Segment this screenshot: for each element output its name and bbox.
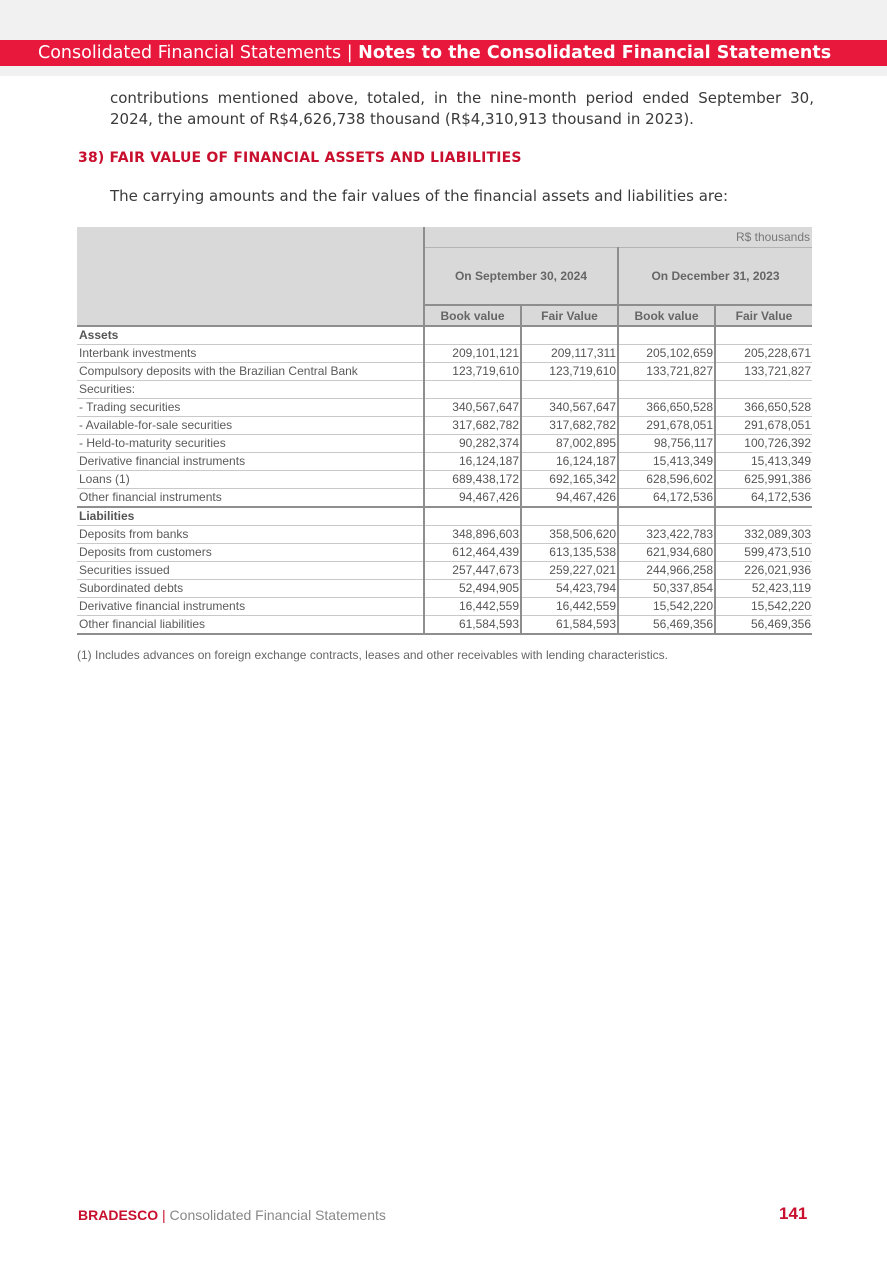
- value-cell: 348,896,603: [424, 526, 521, 544]
- value-cell: 291,678,051: [618, 417, 715, 435]
- row-label: Interbank investments: [77, 345, 424, 363]
- value-cell: 259,227,021: [521, 562, 618, 580]
- value-cell: 64,172,536: [715, 489, 812, 508]
- value-cell: 15,413,349: [715, 453, 812, 471]
- top-margin: [0, 0, 887, 40]
- row-label: Loans (1): [77, 471, 424, 489]
- value-cell: 332,089,303: [715, 526, 812, 544]
- unit-label: R$ thousands: [424, 227, 812, 248]
- value-cell: 94,467,426: [424, 489, 521, 508]
- value-cell: 100,726,392: [715, 435, 812, 453]
- lead-paragraph: The carrying amounts and the fair values of the financial assets and liabilities are:: [110, 187, 729, 205]
- value-cell: 133,721,827: [618, 363, 715, 381]
- table-row: [77, 616, 812, 635]
- row-label: Securities:: [77, 381, 424, 399]
- table-row: [77, 598, 812, 616]
- value-cell: 123,719,610: [521, 363, 618, 381]
- value-cell: 94,467,426: [521, 489, 618, 508]
- row-label: - Held-to-maturity securities: [77, 435, 424, 453]
- footer-title: Consolidated Financial Statements: [169, 1207, 386, 1223]
- table-row: [77, 580, 812, 598]
- row-label: Assets: [77, 326, 424, 345]
- intro-paragraph: contributions mentioned above, totaled, in the nine-month period ended September 30, 2024, the amount of R$4,626,738 thousand (R$4,310,913 thousand in 2023).: [110, 89, 814, 128]
- row-label: Liabilities: [77, 507, 424, 526]
- table-row: [77, 489, 812, 508]
- value-cell: 613,135,538: [521, 544, 618, 562]
- value-cell: 366,650,528: [618, 399, 715, 417]
- value-cell: [618, 326, 715, 345]
- value-cell: 52,423,119: [715, 580, 812, 598]
- value-cell: 15,413,349: [618, 453, 715, 471]
- value-cell: 625,991,386: [715, 471, 812, 489]
- value-cell: [521, 507, 618, 526]
- value-cell: [618, 507, 715, 526]
- period-header: On September 30, 2024: [424, 248, 618, 306]
- table-body: [77, 326, 812, 634]
- section-heading: 38) FAIR VALUE OF FINANCIAL ASSETS AND LIABILITIES: [78, 150, 522, 166]
- value-cell: 621,934,680: [618, 544, 715, 562]
- row-label: Derivative financial instruments: [77, 453, 424, 471]
- value-cell: 209,101,121: [424, 345, 521, 363]
- value-cell: [715, 507, 812, 526]
- value-cell: 123,719,610: [424, 363, 521, 381]
- table-corner: [77, 227, 424, 326]
- header-separator: |: [346, 43, 353, 63]
- value-cell: 358,506,620: [521, 526, 618, 544]
- value-cell: 323,422,783: [618, 526, 715, 544]
- row-label: Deposits from banks: [77, 526, 424, 544]
- column-header: Book value: [424, 305, 521, 326]
- row-label: - Trading securities: [77, 399, 424, 417]
- table-row: [77, 363, 812, 381]
- value-cell: 87,002,895: [521, 435, 618, 453]
- value-cell: 599,473,510: [715, 544, 812, 562]
- value-cell: 98,756,117: [618, 435, 715, 453]
- table-row: [77, 381, 812, 399]
- value-cell: 612,464,439: [424, 544, 521, 562]
- table-row: [77, 435, 812, 453]
- table-row: [77, 453, 812, 471]
- column-header: Fair Value: [521, 305, 618, 326]
- column-header: Fair Value: [715, 305, 812, 326]
- row-label: - Available-for-sale securities: [77, 417, 424, 435]
- value-cell: [521, 326, 618, 345]
- table-row: [77, 345, 812, 363]
- value-cell: 133,721,827: [715, 363, 812, 381]
- table-row: [77, 507, 812, 526]
- value-cell: [521, 381, 618, 399]
- value-cell: 16,124,187: [521, 453, 618, 471]
- value-cell: 15,542,220: [715, 598, 812, 616]
- value-cell: 50,337,854: [618, 580, 715, 598]
- table-row: [77, 562, 812, 580]
- footer-separator: |: [162, 1207, 166, 1223]
- row-label: Derivative financial instruments: [77, 598, 424, 616]
- value-cell: [424, 507, 521, 526]
- table-row: [77, 544, 812, 562]
- row-label: Securities issued: [77, 562, 424, 580]
- fair-value-table: [77, 227, 812, 635]
- value-cell: 54,423,794: [521, 580, 618, 598]
- value-cell: [424, 326, 521, 345]
- value-cell: [715, 326, 812, 345]
- column-header: Book value: [618, 305, 715, 326]
- row-label: Other financial instruments: [77, 489, 424, 508]
- value-cell: 209,117,311: [521, 345, 618, 363]
- footnote: (1) Includes advances on foreign exchange contracts, leases and other receivables with lending characteristics.: [77, 648, 668, 662]
- page-footer: [78, 1207, 386, 1223]
- value-cell: 366,650,528: [715, 399, 812, 417]
- header-section: Consolidated Financial Statements: [38, 43, 342, 63]
- value-cell: 61,584,593: [424, 616, 521, 635]
- value-cell: 317,682,782: [424, 417, 521, 435]
- value-cell: 291,678,051: [715, 417, 812, 435]
- header-banner: [0, 40, 887, 66]
- header-underline: [0, 66, 887, 76]
- value-cell: 56,469,356: [618, 616, 715, 635]
- value-cell: 317,682,782: [521, 417, 618, 435]
- period-header: On December 31, 2023: [618, 248, 812, 306]
- value-cell: 226,021,936: [715, 562, 812, 580]
- value-cell: 205,228,671: [715, 345, 812, 363]
- value-cell: 52,494,905: [424, 580, 521, 598]
- value-cell: 340,567,647: [424, 399, 521, 417]
- value-cell: 15,542,220: [618, 598, 715, 616]
- value-cell: 244,966,258: [618, 562, 715, 580]
- value-cell: 64,172,536: [618, 489, 715, 508]
- row-label: Deposits from customers: [77, 544, 424, 562]
- value-cell: 16,124,187: [424, 453, 521, 471]
- value-cell: 16,442,559: [424, 598, 521, 616]
- table-row: [77, 526, 812, 544]
- value-cell: 56,469,356: [715, 616, 812, 635]
- header-subsection: Notes to the Consolidated Financial Statements: [358, 43, 832, 63]
- value-cell: 628,596,602: [618, 471, 715, 489]
- table-row: [77, 326, 812, 345]
- table-row: [77, 471, 812, 489]
- value-cell: 692,165,342: [521, 471, 618, 489]
- value-cell: 205,102,659: [618, 345, 715, 363]
- table-row: [77, 399, 812, 417]
- value-cell: 340,567,647: [521, 399, 618, 417]
- row-label: Compulsory deposits with the Brazilian Central Bank: [77, 363, 424, 381]
- row-label: Subordinated debts: [77, 580, 424, 598]
- row-label: Other financial liabilities: [77, 616, 424, 635]
- value-cell: [715, 381, 812, 399]
- footer-brand: BRADESCO: [78, 1207, 159, 1223]
- value-cell: [618, 381, 715, 399]
- value-cell: 257,447,673: [424, 562, 521, 580]
- table-row: [77, 417, 812, 435]
- value-cell: 90,282,374: [424, 435, 521, 453]
- value-cell: [424, 381, 521, 399]
- value-cell: 61,584,593: [521, 616, 618, 635]
- value-cell: 689,438,172: [424, 471, 521, 489]
- value-cell: 16,442,559: [521, 598, 618, 616]
- page-number: 141: [779, 1204, 808, 1223]
